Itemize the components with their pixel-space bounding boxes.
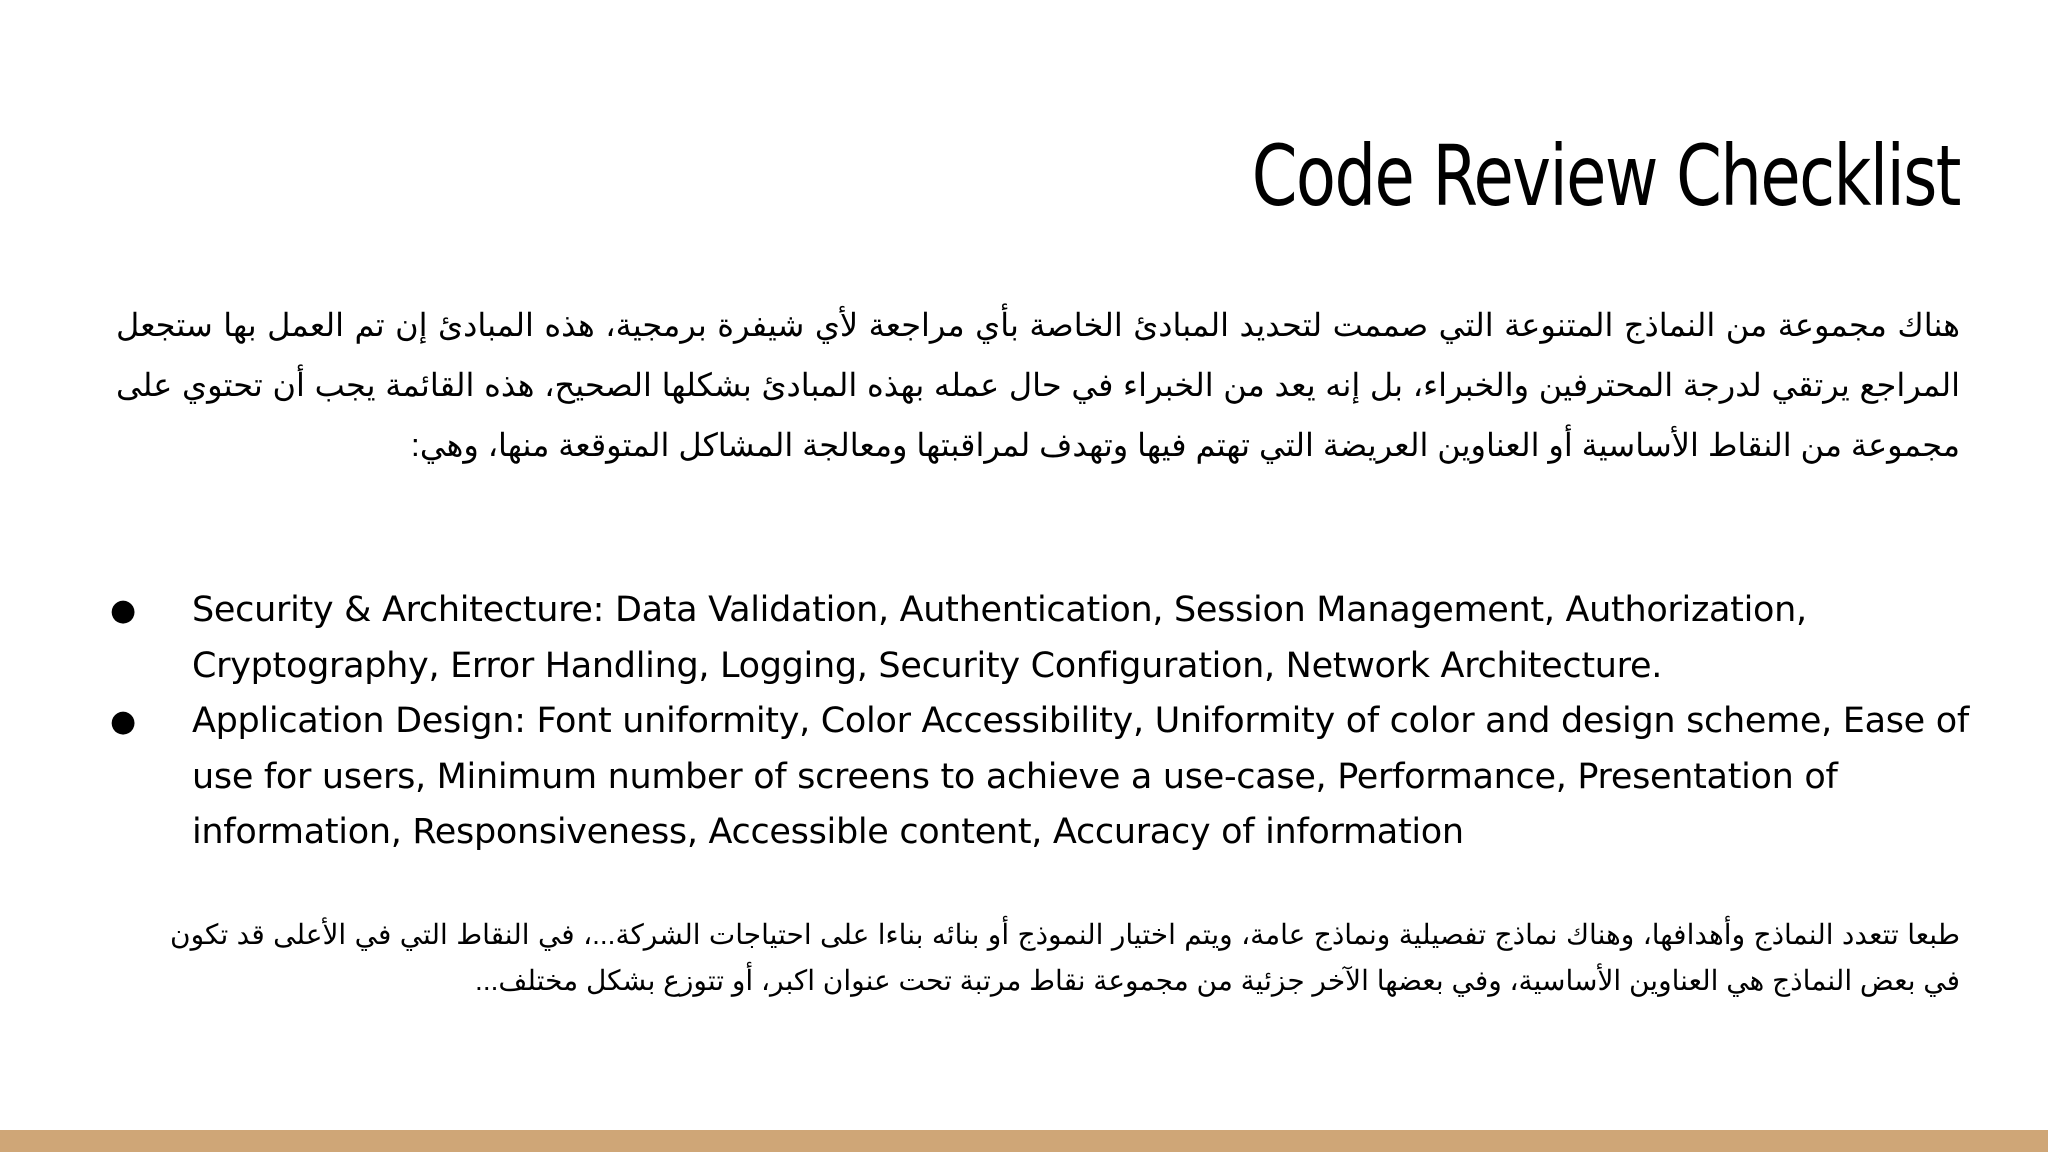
- bullet-icon: ●: [110, 593, 136, 628]
- bullet-item-application-design: [110, 694, 1988, 861]
- bullet-item-security-architecture: [110, 583, 1988, 694]
- footer-accent-bar: [0, 1130, 2048, 1152]
- bullet-text: Application Design: Font uniformity, Color Accessibility, Uniformity of color and design scheme, Ease of use for users, Minimum number of screens to achieve a use-case, Performance, Presentation of information, Responsiveness, Accessible content, Accuracy of information: [192, 701, 1969, 852]
- bullet-list: [110, 583, 1988, 861]
- outro-paragraph: طبعا تتعدد النماذج وأهدافها، وهناك نماذج تفصيلية ونماذج عامة، ويتم اختيار النموذج أو بنائه بناءا على احتياجات الشركة...، في النقاط التي في الأعلى قد تكون في بعض النماذج هي العناوين الأساسية، وفي بعضها الآخر جزئية من مجموعة نقاط مرتبة تحت عنوان اكبر، أو تتوزع بشكل مختلف...: [170, 919, 1960, 996]
- slide-title: Code Review Checklist: [1251, 127, 1960, 225]
- bullet-icon: ●: [110, 704, 136, 739]
- bullet-text: Security & Architecture: Data Validation, Authentication, Session Management, Authorization, Cryptography, Error Handling, Logging, Security Configuration, Network Architecture.: [192, 590, 1807, 686]
- intro-paragraph: هناك مجموعة من النماذج المتنوعة التي صممت لتحديد المبادئ الخاصة بأي مراجعة لأي شيفرة برمجية، هذه المبادئ إن تم العمل بها ستجعل المراجع يرتقي لدرجة المحترفين والخبراء، بل إنه يعد من الخبراء في حال عمله بهذه المبادئ بشكلها الصحيح، هذه القائمة يجب أن تحتوي على مجموعة من النقاط الأساسية أو العناوين العريضة التي تهتم فيها وتهدف لمراقبتها ومعالجة المشاكل المتوقعة منها، وهي:: [116, 307, 1960, 463]
